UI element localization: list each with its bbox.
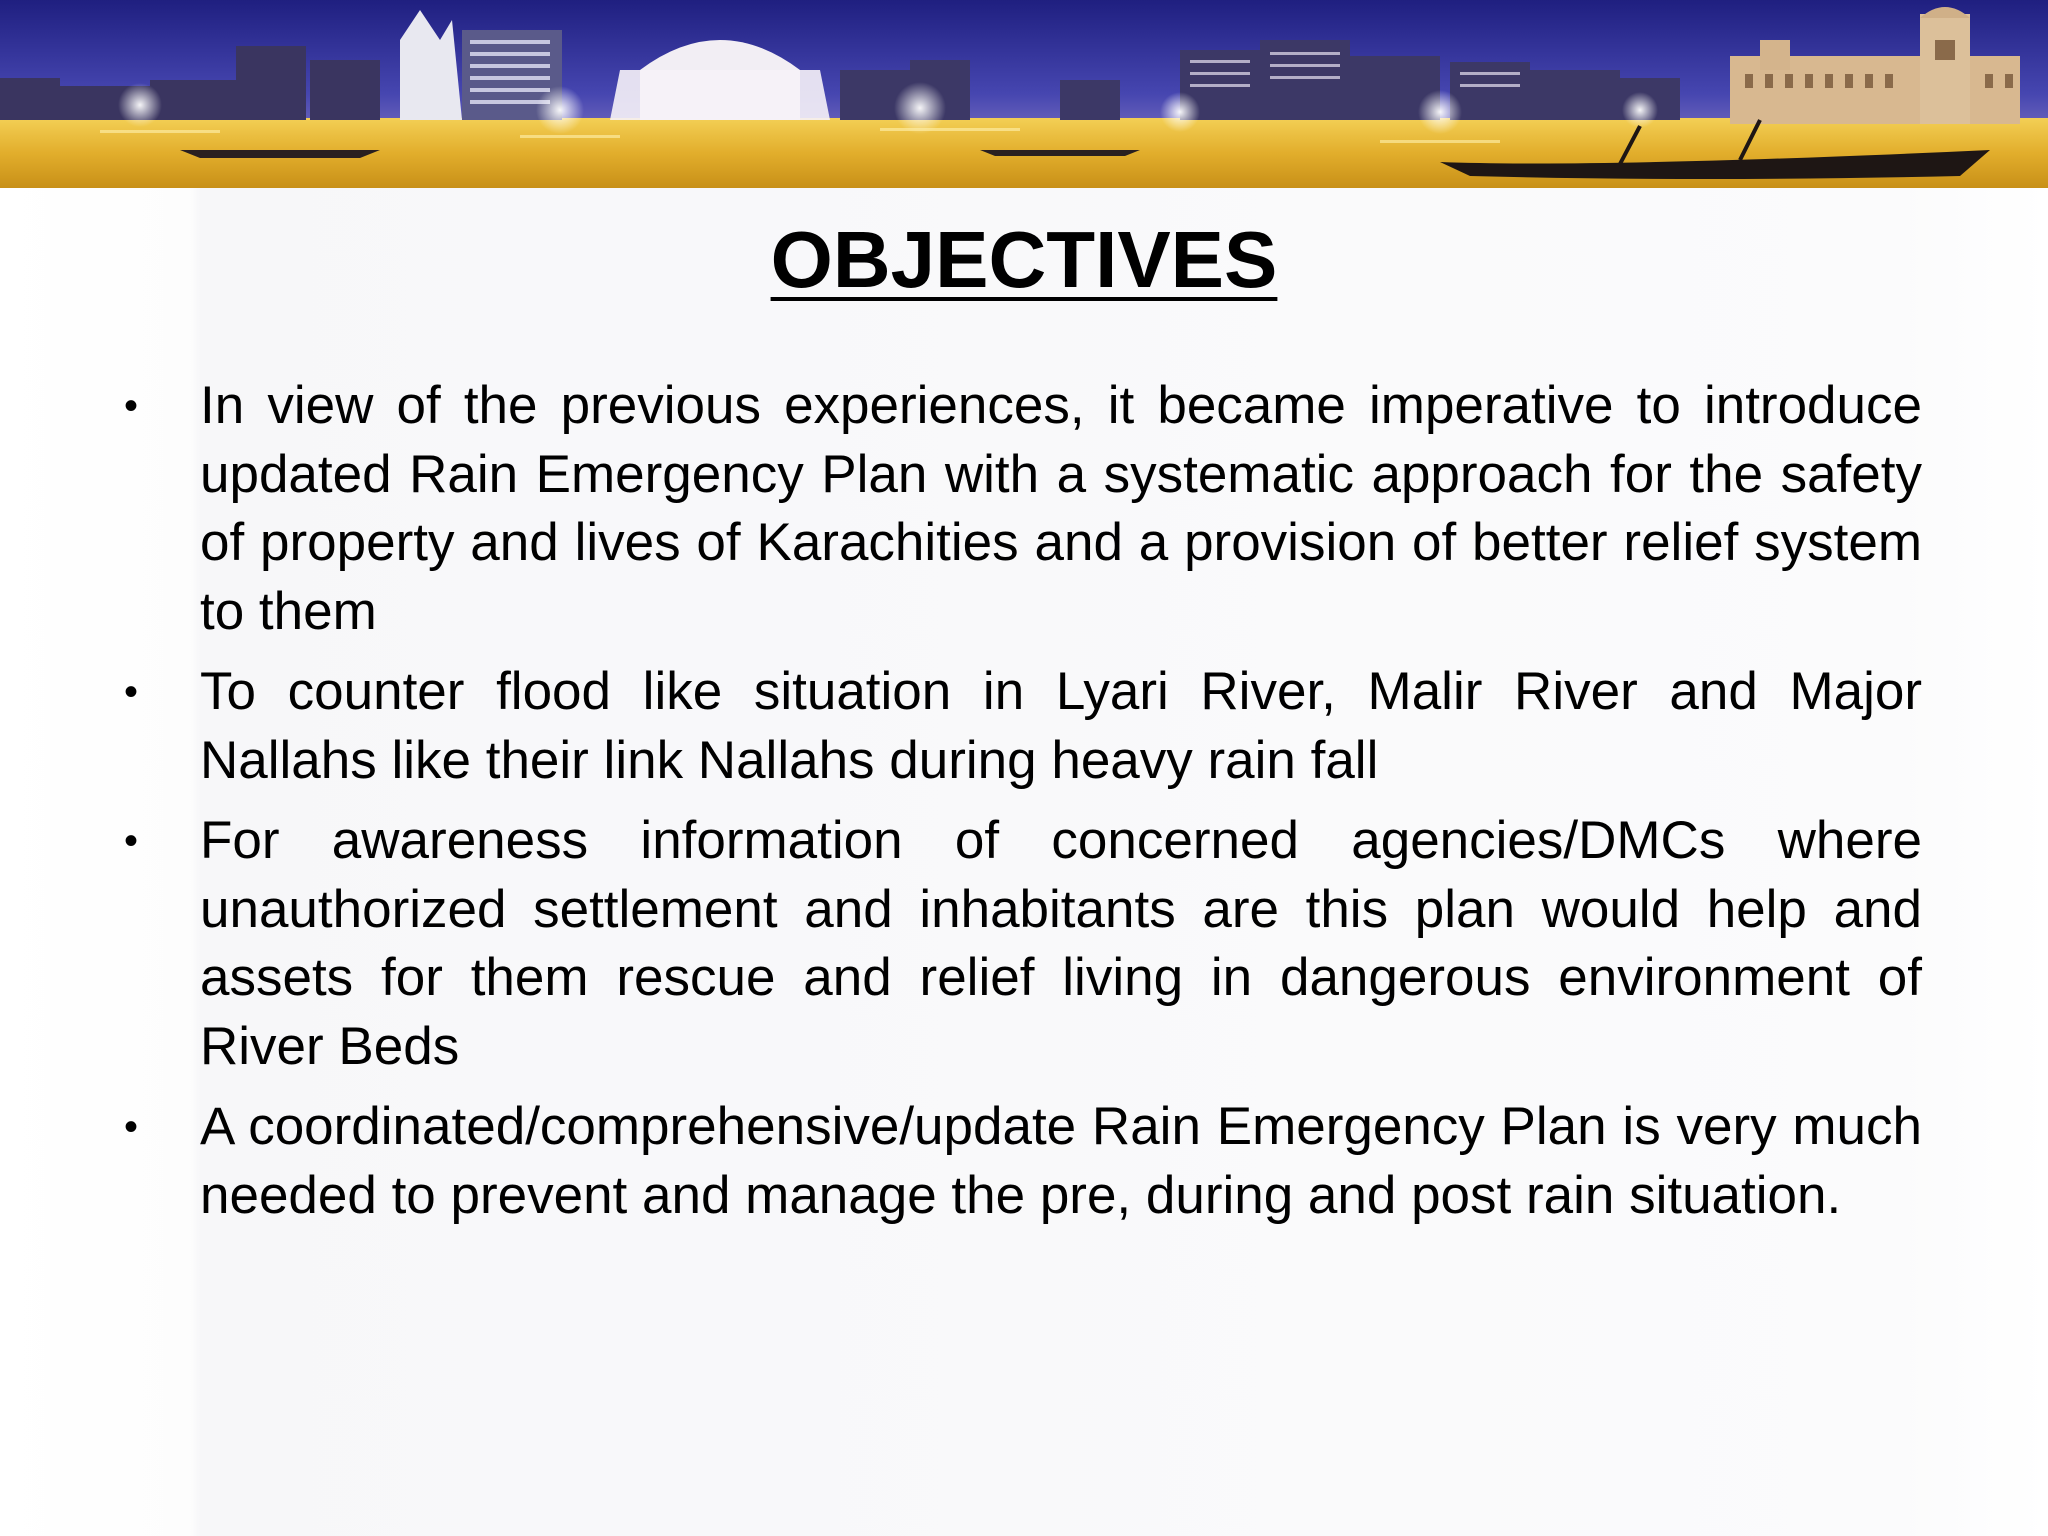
bullet-marker: • (124, 670, 139, 714)
bullet-text: A coordinated/comprehensive/update Rain Emergency Plan is very much needed to prevent and manage the pre, during and post rain situation. (200, 1097, 1922, 1225)
list-item (120, 658, 1922, 795)
slide-title: OBJECTIVES (770, 215, 1278, 304)
bullet-text: To counter flood like situation in Lyari River, Malir River and Major Nallahs like their link Nallahs during heavy rain fall (200, 662, 1922, 790)
objectives-list (120, 372, 1922, 1242)
bullet-marker: • (124, 384, 139, 428)
bullet-text: For awareness information of concerned agencies/DMCs where unauthorized settlement and inhabitants are this plan would help and assets for them rescue and relief living in dangerous environment of River Beds (200, 811, 1922, 1076)
city-skyline-banner (0, 0, 2048, 188)
bullet-marker: • (124, 819, 139, 863)
list-item (120, 372, 1922, 646)
bullet-text: In view of the previous experiences, it became imperative to introduce updated Rain Emergency Plan with a systematic approach for the safety of property and lives of Karachities and a provision of better relief system to them (200, 376, 1922, 641)
list-item (120, 1093, 1922, 1230)
bullet-marker: • (124, 1105, 139, 1149)
list-item (120, 807, 1922, 1081)
skyline-image (0, 0, 2048, 188)
